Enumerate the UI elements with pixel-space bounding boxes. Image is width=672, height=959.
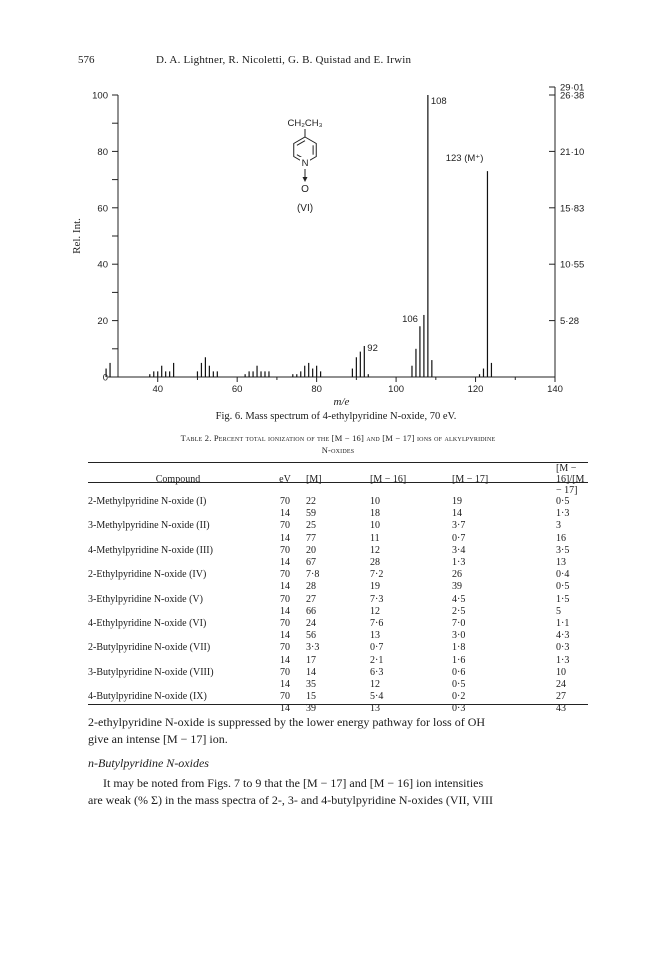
y-tick-label: 100: [92, 90, 108, 102]
cell-m17: 0·7: [452, 532, 466, 544]
table-row: [88, 679, 588, 691]
peak-label-123: 123 (M⁺): [445, 153, 484, 165]
cell-m16: 28: [370, 557, 380, 569]
table-title-line2: N-oxides: [321, 445, 355, 455]
cell-m16: 12: [370, 679, 380, 691]
cell-ratio: 1·3: [556, 508, 570, 520]
cell-ev: 14: [280, 703, 290, 715]
col-ratio: [M − 16]/[M − 17]: [556, 463, 585, 496]
cell-m16: 0·7: [370, 642, 384, 654]
cell-ev: 14: [280, 508, 290, 520]
cell-m17: 1·8: [452, 642, 466, 654]
cell-m16: 5·4: [370, 691, 384, 703]
cell-ratio: 43: [556, 703, 566, 715]
cell-ratio: 1·3: [556, 654, 570, 666]
spectrum-peaks: [106, 95, 491, 377]
cell-compound: 2-Butylpyridine N-oxide (VII): [88, 642, 211, 654]
para1-line2: give an intense [M − 17] ion.: [88, 732, 228, 746]
x-tick-label: 60: [231, 384, 243, 395]
cell-compound: [88, 581, 268, 593]
cell-ratio: 0·5: [556, 496, 570, 507]
cell-compound: 3-Butylpyridine N-oxide (VIII): [88, 666, 214, 678]
structure-label: (VI): [296, 203, 314, 214]
figure-caption: Fig. 6. Mass spectrum of 4-ethylpyridine N-oxide, 70 eV.: [215, 411, 457, 422]
cell-ev: 70: [280, 666, 290, 678]
table-row: [88, 642, 588, 654]
cell-ev: 70: [280, 618, 290, 630]
cell-ratio: 5: [556, 605, 561, 617]
cell-compound: 4-Ethylpyridine N-oxide (VI): [88, 618, 207, 630]
peak-label-106: 106: [402, 314, 418, 326]
cell-m: 24: [306, 618, 316, 630]
cell-m17: 3·0: [452, 630, 466, 642]
cell-compound: [88, 557, 268, 569]
y-tick-label: 80: [97, 146, 108, 158]
cell-m: 25: [306, 520, 316, 532]
cell-m: 35: [306, 679, 316, 691]
paragraph-2: [88, 775, 588, 809]
substituent-label: CH₂CH₃: [287, 118, 323, 129]
cell-m17: 14: [452, 508, 462, 520]
table-row: [88, 618, 588, 630]
running-header: [78, 54, 590, 70]
cell-compound: [88, 655, 268, 667]
cell-m: 56: [306, 630, 316, 642]
col-m17: [M − 17]: [452, 474, 489, 485]
cell-ratio: 10: [556, 666, 566, 678]
cell-m17: 3·7: [452, 520, 466, 532]
cell-m17: 1·3: [452, 557, 466, 569]
table-bottom-rule: [88, 704, 588, 705]
cell-m: 3·3: [306, 642, 320, 654]
right-tick-label: 29·01: [560, 82, 585, 94]
paragraph-1: [88, 714, 588, 748]
cell-m: 67: [306, 557, 316, 569]
cell-compound: 3-Ethylpyridine N-oxide (V): [88, 593, 203, 605]
author-line: D. A. Lightner, R. Nicoletti, G. B. Quistad and E. Irwin: [156, 54, 412, 66]
cell-m16: 6·3: [370, 666, 384, 678]
y-tick-label: 40: [97, 259, 108, 271]
cell-m17: 0·5: [452, 679, 466, 691]
cell-m16: 7·3: [370, 593, 384, 605]
cell-m16: 10: [370, 520, 380, 532]
right-tick-label: 21·10: [560, 146, 585, 158]
cell-ratio: 13: [556, 557, 566, 569]
x-tick-label: 120: [467, 384, 484, 395]
cell-m: 66: [306, 605, 316, 617]
cell-ev: 14: [280, 605, 290, 617]
cell-ev: 14: [280, 630, 290, 642]
mass-spectrum-chart: [0, 80, 672, 410]
peak-label-92: 92: [367, 342, 378, 354]
para2-line2: are weak (% Σ) in the mass spectra of 2-, 3- and 4-butylpyridine N-oxides (VII, VIII: [88, 793, 493, 807]
y-tick-label: 60: [97, 203, 108, 215]
cell-ratio: 1·1: [556, 618, 570, 630]
table-row: [88, 667, 588, 679]
y-axis-title: Rel. Int.: [71, 218, 83, 254]
cell-m17: 26: [452, 569, 462, 581]
table-header-row: [88, 463, 588, 496]
table-row: [88, 545, 588, 557]
table-row: [88, 655, 588, 667]
cell-ev: 14: [280, 557, 290, 569]
cell-m17: 0·6: [452, 666, 466, 678]
table-row: [88, 520, 588, 532]
cell-ratio: 4·3: [556, 630, 570, 642]
cell-m16: 13: [370, 630, 380, 642]
cell-compound: [88, 533, 268, 545]
right-tick-label: 10·55: [560, 259, 585, 271]
table-title-line1: Table 2. Percent total ionization of the [M − 16] and [M − 17] ions of alkylpyridine: [180, 433, 496, 443]
table-row: [88, 533, 588, 545]
cell-m: 59: [306, 508, 316, 520]
table-title: [88, 432, 588, 456]
cell-m16: 10: [370, 496, 380, 507]
cell-ratio: 3: [556, 520, 561, 532]
cell-compound: 4-Methylpyridine N-oxide (III): [88, 544, 213, 556]
cell-compound: [88, 679, 268, 691]
cell-m17: 0·2: [452, 691, 466, 703]
col-m: [M]: [306, 474, 322, 485]
cell-ev: 70: [280, 691, 290, 703]
cell-compound: [88, 508, 268, 520]
cell-m16: 11: [370, 532, 380, 544]
cell-m16: 7·2: [370, 569, 384, 581]
cell-m17: 1·6: [452, 654, 466, 666]
cell-ev: 14: [280, 581, 290, 593]
cell-m16: 13: [370, 703, 380, 715]
cell-m: 17: [306, 654, 316, 666]
cell-m: 14: [306, 666, 316, 678]
cell-ratio: 27: [556, 691, 566, 703]
arrow-head: [303, 177, 308, 182]
x-axis-title: m/e: [333, 396, 350, 408]
cell-ev: 70: [280, 520, 290, 532]
cell-m: 77: [306, 532, 316, 544]
chart-labels: [71, 83, 584, 409]
cell-ratio: 0·4: [556, 569, 570, 581]
cell-ev: 70: [280, 642, 290, 654]
table-row: [88, 606, 588, 618]
cell-compound: 4-Butylpyridine N-oxide (IX): [88, 691, 207, 703]
table-row: [88, 557, 588, 569]
cell-m16: 18: [370, 508, 380, 520]
cell-m17: 2·5: [452, 605, 466, 617]
cell-m: 7·8: [306, 569, 320, 581]
cell-ratio: 24: [556, 679, 566, 691]
x-tick-label: 40: [152, 384, 164, 395]
cell-m16: 12: [370, 605, 380, 617]
n-atom-label: N: [301, 158, 309, 169]
cell-m17: 39: [452, 581, 462, 593]
table-row: [88, 569, 588, 581]
table-row: [88, 496, 588, 508]
cell-m17: 7·0: [452, 618, 466, 630]
x-tick-label: 100: [388, 384, 405, 395]
structure-drawing: [288, 118, 323, 214]
cell-m17: 19: [452, 496, 462, 507]
cell-ratio: 0·3: [556, 642, 570, 654]
cell-ev: 70: [280, 544, 290, 556]
table-row: [88, 594, 588, 606]
cell-m: 22: [306, 496, 316, 507]
para2-line1: It may be noted from Figs. 7 to 9 that the [M − 17] and [M − 16] ion intensities: [103, 776, 484, 790]
col-ev: eV: [279, 474, 291, 485]
cell-ev: 14: [280, 532, 290, 544]
col-compound: Compound: [155, 474, 201, 485]
table-row: [88, 581, 588, 593]
table-row: [88, 630, 588, 642]
cell-ratio: 1·5: [556, 593, 570, 605]
cell-m: 39: [306, 703, 316, 715]
cell-compound: 2-Methylpyridine N-oxide (I): [88, 496, 207, 507]
cell-m16: 7·6: [370, 618, 384, 630]
cell-m17: 3·4: [452, 544, 466, 556]
right-tick-label: 15·83: [560, 203, 585, 215]
cell-compound: 3-Methylpyridine N-oxide (II): [88, 520, 210, 532]
cell-ev: 70: [280, 496, 290, 507]
col-m16: [M − 16]: [370, 474, 407, 485]
y-tick-label: 20: [97, 316, 108, 328]
o-atom-label: O: [301, 184, 309, 195]
cell-ratio: 3·5: [556, 544, 570, 556]
ionization-table: [88, 463, 588, 716]
cell-m: 15: [306, 691, 316, 703]
table-row: [88, 508, 588, 520]
cell-m: 20: [306, 544, 316, 556]
cell-compound: 2-Ethylpyridine N-oxide (IV): [88, 569, 207, 581]
cell-compound: [88, 606, 268, 618]
peak-label-108: 108: [430, 96, 447, 107]
table-header-rule: [88, 482, 588, 483]
cell-m16: 2·1: [370, 654, 384, 666]
table-row: [88, 691, 588, 703]
cell-m17: 4·5: [452, 593, 466, 605]
cell-m16: 12: [370, 544, 380, 556]
x-tick-label: 80: [311, 384, 322, 395]
cell-m17: 0·3: [452, 703, 466, 715]
cell-ratio: 0·5: [556, 581, 570, 593]
cell-ev: 14: [280, 654, 290, 666]
cell-m16: 19: [370, 581, 380, 593]
section-heading: n-Butylpyridine N-oxides: [88, 756, 209, 770]
cell-m: 28: [306, 581, 316, 593]
cell-m: 27: [306, 593, 316, 605]
cell-ratio: 16: [556, 532, 566, 544]
cell-ev: 70: [280, 593, 290, 605]
x-tick-label: 140: [547, 384, 563, 395]
para1-line1: 2-ethylpyridine N-oxide is suppressed by the lower energy pathway for loss of OH: [88, 715, 486, 729]
cell-ev: 70: [280, 569, 290, 581]
cell-compound: [88, 630, 268, 642]
cell-ev: 14: [280, 679, 290, 691]
page-number: 576: [78, 54, 95, 66]
y-tick-label: 0: [102, 372, 108, 384]
right-tick-label: 26·38: [560, 90, 585, 102]
right-tick-label: 5·28: [560, 316, 580, 328]
